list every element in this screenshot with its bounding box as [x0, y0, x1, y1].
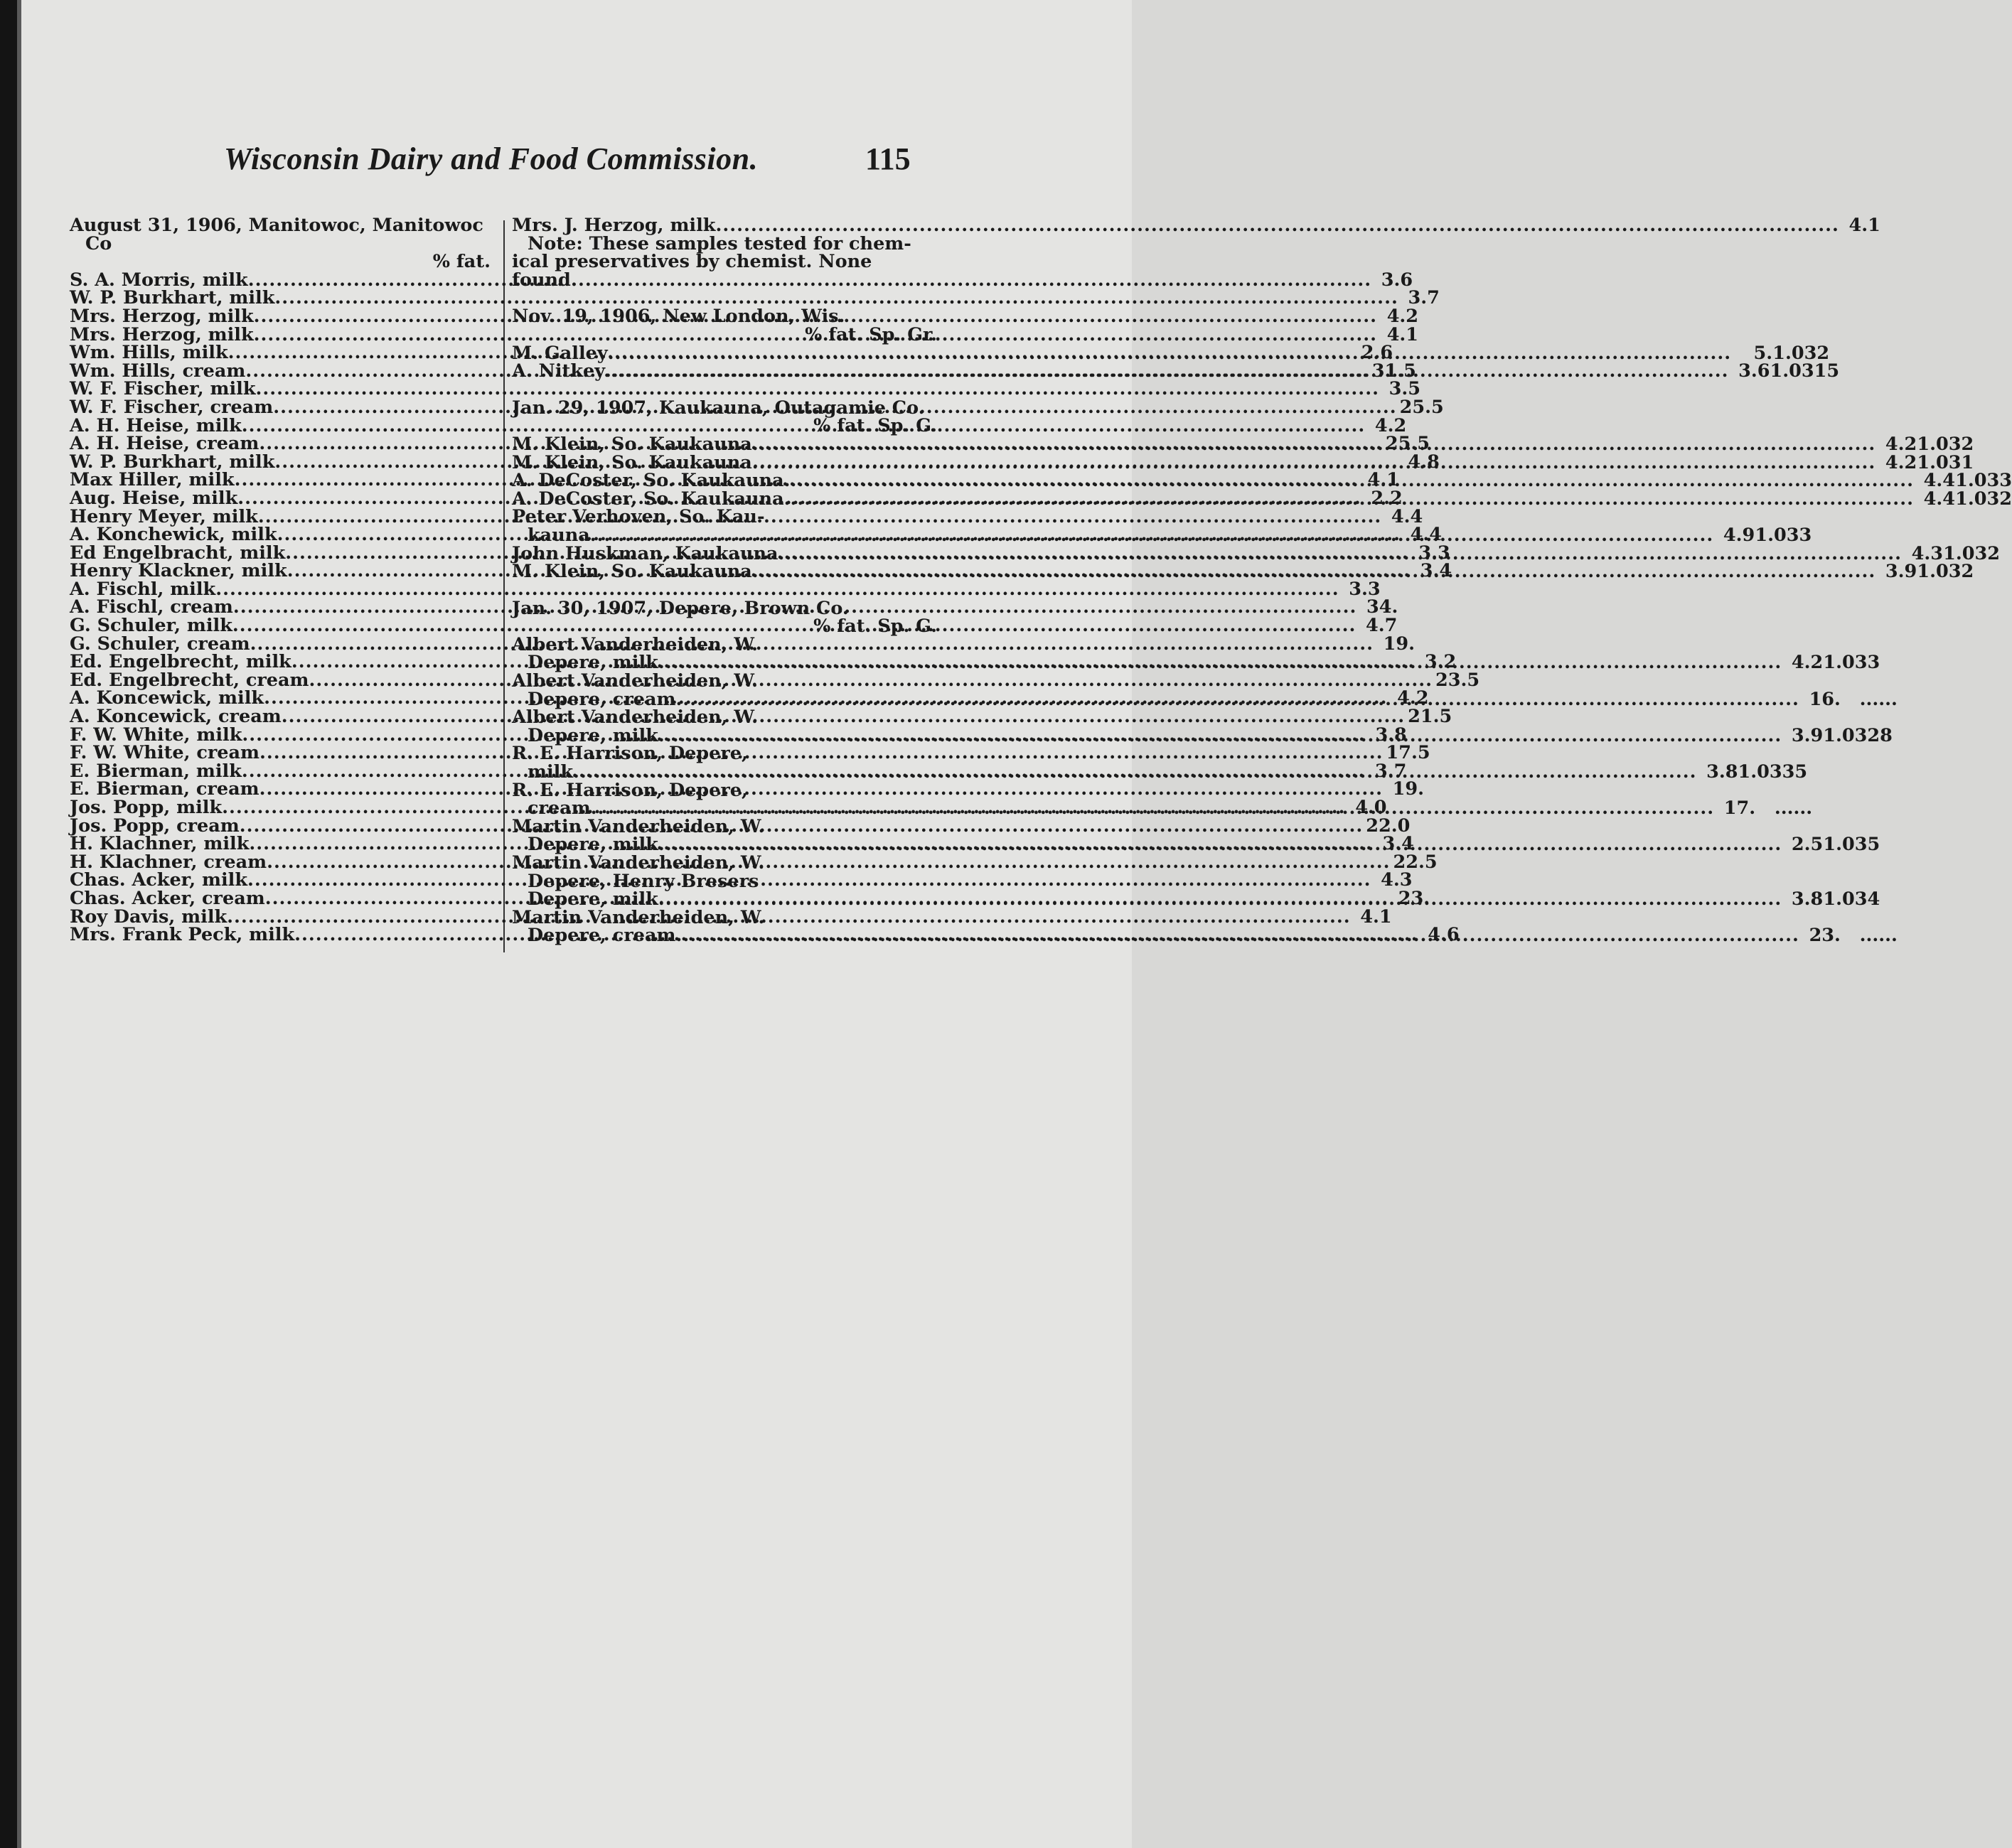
sample-name: Albert Vanderheiden, W.	[512, 670, 758, 692]
sample-name: Wm. Hills, cream	[70, 360, 246, 382]
fat-value: 3.5	[1388, 378, 1420, 400]
sample-name: A. Nitkey	[512, 360, 606, 382]
unit-header: % fat.	[432, 251, 491, 273]
sample-name: M. Galley	[512, 342, 608, 364]
fat-value: 4.1	[1848, 215, 1880, 236]
sample-name: John Huskman, Kaukauna	[512, 542, 778, 564]
fat-value: 2.5	[1791, 834, 1824, 856]
sample-name: W. F. Fischer, cream	[70, 396, 274, 418]
sample-name: H. Klachner, cream	[70, 851, 267, 873]
sample-name-cont: milk	[528, 761, 574, 783]
fat-value: 22.0	[1366, 815, 1411, 837]
fat-value: 3.2	[1424, 651, 1457, 673]
sample-name: W. F. Fischer, milk	[70, 378, 256, 400]
sample-name: A. Fischl, milk	[70, 578, 216, 600]
fat-value: 4.6	[1428, 924, 1460, 946]
unit-header: % fat. Sp. G.	[813, 415, 937, 437]
fat-value: 4.2	[1885, 451, 1917, 473]
sample-name: A. DeCoster, So. Kaukauna.	[512, 470, 791, 492]
sample-name-cont: Depere, cream	[528, 688, 676, 710]
sample-name: F. W. White, cream	[70, 742, 260, 764]
sample-name: Jos. Popp, cream	[70, 815, 240, 837]
sample-name: Wm. Hills, milk	[70, 342, 228, 364]
fat-value: 3.8	[1791, 888, 1824, 910]
fat-value: 25.5	[1399, 396, 1444, 418]
fat-value: 3.7	[1408, 287, 1440, 309]
sample-name: Chas. Acker, cream	[70, 887, 265, 909]
fat-value: 4.4	[1923, 470, 1955, 492]
sample-name: Max Hiller, milk	[70, 469, 235, 491]
specific-gravity-value: 1.0315	[1770, 360, 1840, 382]
fat-value: 3.8	[1375, 724, 1407, 746]
sample-name: F. W. White, milk	[70, 724, 242, 746]
sample-name: Albert Vanderheiden, W.	[512, 707, 758, 729]
sample-name: M. Klein, So. Kaukauna	[512, 561, 752, 583]
fat-value: 3.4	[1420, 560, 1452, 582]
sample-name: Mrs. J. Herzog, milk	[512, 215, 716, 236]
sample-name: A. H. Heise, milk	[70, 414, 242, 436]
sample-name: Peter Verhoven, So. Kau-	[512, 506, 765, 528]
sample-name: Chas. Acker, milk	[70, 869, 248, 891]
sample-name: E. Bierman, cream	[70, 778, 259, 800]
fat-value: 3.8	[1706, 761, 1738, 783]
sample-name: Mrs. Frank Peck, milk	[70, 924, 295, 946]
specific-gravity-value: 1.033	[1955, 470, 2012, 492]
fat-value: 2.6	[1361, 342, 1393, 364]
sample-name-cont: kauna	[528, 524, 590, 546]
fat-value: 31.5	[1371, 360, 1416, 382]
fat-value: 4.2	[1386, 305, 1419, 327]
specific-gravity-value: 1.032	[1917, 433, 1974, 455]
section-heading: Jan. 30, 1907, Depere, Brown Co.	[512, 597, 849, 619]
fat-value: 23.5	[1435, 669, 1480, 691]
sample-name: M. Klein, So. Kaukauna	[512, 451, 752, 473]
fat-value: 4.3	[1381, 869, 1413, 891]
specific-gravity-value: 1.0328	[1823, 724, 1893, 746]
fat-value: 3.9	[1791, 724, 1824, 746]
fat-value: 4.4	[1410, 524, 1443, 546]
fat-value: 3.3	[1418, 542, 1450, 564]
sample-name: Ed. Engelbrecht, cream	[70, 669, 309, 691]
unit-header: % fat. Sp. Gr.	[805, 323, 937, 345]
specific-gravity-value: 1.0335	[1738, 761, 1808, 783]
sample-name: Albert Vanderheiden, W.	[512, 633, 758, 655]
fat-value: 22.5	[1393, 851, 1438, 873]
sample-name: Henry Meyer, milk	[70, 505, 258, 527]
fat-value: 19.	[1383, 633, 1416, 655]
table-row	[512, 470, 2012, 492]
sample-name: A. H. Heise, cream	[70, 433, 259, 455]
sample-name: Roy Davis, milk	[70, 906, 228, 928]
sample-name: A. Konchewick, milk	[70, 524, 277, 546]
sample-name: H. Klachner, milk	[70, 833, 250, 855]
specific-gravity-value: ......	[1859, 688, 1898, 710]
fat-value: 3.9	[1885, 561, 1917, 583]
specific-gravity-value: 1.032	[1955, 488, 2012, 510]
specific-gravity-value: 1.033	[1823, 652, 1880, 674]
section-heading: Jan. 29, 1907, Kaukauna, Outagamie Co.	[512, 397, 925, 419]
fat-value: 3.3	[1349, 578, 1381, 600]
fat-value: 2.2	[1371, 487, 1403, 509]
sample-name: Henry Klackner, milk	[70, 560, 287, 582]
sample-name: R. E. Harrison, Depere,	[512, 743, 748, 765]
fat-value: 4.1	[1367, 469, 1400, 491]
sample-name: Jos. Popp, milk	[70, 797, 223, 818]
fat-value: 4.1	[1360, 906, 1392, 928]
specific-gravity-value: 1.032	[1772, 342, 1830, 364]
fat-value: 16.	[1809, 688, 1841, 710]
sample-name: A. Koncewick, milk	[70, 687, 264, 709]
sample-name: A. Koncewick, cream	[70, 706, 282, 728]
sample-name: Mrs. Herzog, milk	[70, 305, 254, 327]
fat-value: 34.	[1366, 596, 1398, 618]
sample-name: Martin Vanderheiden, W.	[512, 852, 765, 874]
fat-value: 3.6	[1738, 360, 1770, 382]
fat-value: 4.2	[1374, 414, 1407, 436]
fat-value: 4.9	[1723, 524, 1755, 546]
specific-gravity-value: 1.033	[1755, 524, 1812, 546]
sample-name: M. Klein, So. Kaukauna	[512, 433, 752, 455]
sample-name: G. Schuler, milk	[70, 615, 232, 637]
fat-value: 4.2	[1397, 687, 1429, 709]
fat-value: 4.8	[1408, 451, 1440, 473]
specific-gravity-value: 1.031	[1917, 451, 1974, 473]
sample-name: R. E. Harrison, Depere,	[512, 779, 748, 801]
sample-name-cont: Depere, milk	[528, 834, 658, 856]
sample-name-cont: Depere, Henry Bresers	[528, 870, 759, 892]
fat-value: 19.	[1392, 778, 1425, 800]
unit-header: % fat. Sp. G.	[813, 616, 937, 638]
specific-gravity-value: 1.034	[1823, 888, 1880, 910]
sample-name: S. A. Morris, milk	[70, 269, 248, 291]
sample-name: A. Fischl, cream	[70, 596, 233, 618]
fat-value: 5.	[1753, 342, 1773, 364]
sample-name-cont: Depere, milk	[528, 652, 658, 674]
sample-name: E. Bierman, milk	[70, 760, 242, 782]
section-heading-cont: Co	[85, 232, 112, 254]
fat-value: 4.7	[1365, 615, 1398, 637]
fat-value: 23.	[1809, 925, 1841, 947]
page-gutter-shadow	[17, 0, 21, 1848]
table-row	[512, 215, 1880, 236]
sample-name: Mrs. Herzog, milk	[70, 323, 254, 345]
fat-value: 17.5	[1386, 742, 1430, 764]
sample-name: G. Schuler, cream	[70, 633, 250, 655]
fat-value: 21.5	[1408, 706, 1452, 728]
sample-name: W. P. Burkhart, milk	[70, 287, 275, 309]
fat-value: 3.4	[1382, 833, 1414, 855]
note-text: ical preservatives by chemist. None	[512, 251, 872, 273]
sample-name-cont: Depere, milk	[528, 724, 658, 746]
sample-name: Aug. Heise, milk	[70, 487, 238, 509]
fat-value: 4.2	[1791, 652, 1824, 674]
fat-value: 4.0	[1355, 797, 1387, 818]
specific-gravity-value: ......	[1774, 797, 1813, 820]
fat-value: 17.	[1723, 797, 1756, 820]
sample-name: A. DeCoster, So. Kaukauna.	[512, 488, 791, 510]
section-heading: August 31, 1906, Manitowoc, Manitowoc	[70, 215, 483, 236]
sample-name-cont: Depere, cream	[528, 925, 676, 947]
page-number: 115	[865, 141, 911, 176]
fat-value: 4.4	[1391, 505, 1423, 527]
specific-gravity-value: 1.035	[1823, 834, 1880, 856]
book-spine	[0, 0, 17, 1848]
specific-gravity-value: ......	[1859, 925, 1898, 947]
table-row	[512, 360, 1840, 382]
sample-name: Martin Vanderheiden, W.	[512, 815, 765, 837]
note-text: found.	[512, 269, 577, 291]
specific-gravity-value: 1.032	[1943, 542, 2000, 564]
fat-value: 4.3	[1911, 542, 1943, 564]
note-text: Note: These samples tested for chem-	[528, 232, 911, 254]
fat-value: 23.	[1398, 887, 1430, 909]
sample-name-cont: cream	[528, 797, 591, 820]
running-title: Wisconsin Dairy and Food Commission.	[224, 141, 759, 176]
sample-name: Martin Vanderheiden, W.	[512, 906, 765, 928]
specific-gravity-value: 1.032	[1917, 561, 1974, 583]
sample-name: Ed Engelbracht, milk	[70, 542, 286, 564]
sample-name-cont: Depere, milk	[528, 888, 658, 910]
fat-value: 3.6	[1381, 269, 1413, 291]
sample-name: Ed. Engelbrecht, milk	[70, 651, 291, 673]
sample-name: W. P. Burkhart, milk	[70, 451, 275, 473]
fat-value: 4.2	[1885, 433, 1917, 455]
fat-value: 4.1	[1386, 323, 1419, 345]
fat-value: 3.7	[1374, 760, 1407, 782]
fat-value: 4.4	[1923, 488, 1955, 510]
section-heading: Nov. 19, 1906, New London, Wis.	[512, 306, 845, 328]
fat-value: 25.5	[1385, 433, 1430, 455]
